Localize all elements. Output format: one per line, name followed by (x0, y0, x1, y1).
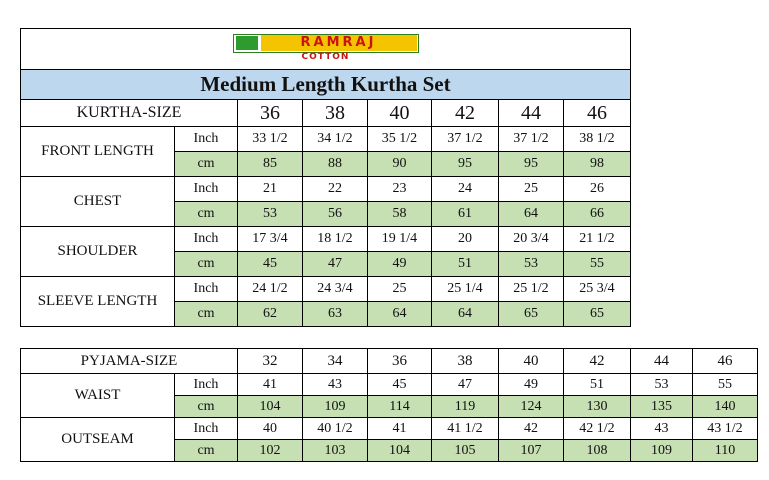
inch-value: 23 (368, 177, 432, 202)
inch-value: 25 (368, 277, 432, 302)
cm-value: 65 (564, 302, 631, 327)
cm-value: 90 (368, 152, 432, 177)
inch-value: 20 3/4 (499, 227, 564, 252)
pyjama-size-46: 46 (693, 349, 758, 374)
pyjama-measure-outseam: OUTSEAM (21, 418, 175, 462)
cm-value: 109 (631, 440, 693, 462)
cm-value: 110 (693, 440, 758, 462)
kurtha-row-sleeve-length-inch (21, 277, 631, 302)
cm-value: 109 (303, 396, 368, 418)
cm-value: 64 (499, 202, 564, 227)
cm-value: 53 (499, 252, 564, 277)
cm-value: 140 (693, 396, 758, 418)
pyjama-measure-waist: WAIST (21, 374, 175, 418)
cm-value: 124 (499, 396, 564, 418)
inch-value: 20 (432, 227, 499, 252)
cm-value: 108 (564, 440, 631, 462)
cm-value: 58 (368, 202, 432, 227)
logo-cell (21, 29, 631, 70)
cm-value: 53 (238, 202, 303, 227)
pyjama-row-waist-inch (21, 374, 758, 396)
inch-value: 45 (368, 374, 432, 396)
cm-value: 88 (303, 152, 368, 177)
table-title: Medium Length Kurtha Set (21, 70, 631, 100)
pyjama-row-outseam-inch (21, 418, 758, 440)
inch-value: 51 (564, 374, 631, 396)
inch-value: 43 (631, 418, 693, 440)
unit-cm: cm (175, 252, 238, 277)
cm-value: 64 (432, 302, 499, 327)
unit-inch: Inch (175, 374, 238, 396)
kurtha-size-label: KURTHA-SIZE (21, 100, 238, 127)
brand-emblem-icon (236, 36, 258, 50)
inch-value: 25 3/4 (564, 277, 631, 302)
pyjama-size-40: 40 (499, 349, 564, 374)
unit-cm: cm (175, 396, 238, 418)
inch-value: 26 (564, 177, 631, 202)
inch-value: 25 (499, 177, 564, 202)
unit-inch: Inch (175, 127, 238, 152)
cm-value: 98 (564, 152, 631, 177)
inch-value: 22 (303, 177, 368, 202)
inch-value: 37 1/2 (499, 127, 564, 152)
cm-value: 95 (499, 152, 564, 177)
inch-value: 53 (631, 374, 693, 396)
inch-value: 25 1/2 (499, 277, 564, 302)
inch-value: 34 1/2 (303, 127, 368, 152)
cm-value: 56 (303, 202, 368, 227)
cm-value: 64 (368, 302, 432, 327)
cm-value: 102 (238, 440, 303, 462)
cm-value: 62 (238, 302, 303, 327)
cm-value: 130 (564, 396, 631, 418)
kurtha-row-shoulder-inch (21, 227, 631, 252)
kurtha-size-table (20, 28, 631, 327)
cm-value: 51 (432, 252, 499, 277)
inch-value: 41 1/2 (432, 418, 499, 440)
kurtha-size-42: 42 (432, 100, 499, 127)
inch-value: 19 1/4 (368, 227, 432, 252)
cm-value: 107 (499, 440, 564, 462)
unit-inch: Inch (175, 277, 238, 302)
cm-value: 55 (564, 252, 631, 277)
unit-cm: cm (175, 202, 238, 227)
inch-value: 17 3/4 (238, 227, 303, 252)
kurtha-size-44: 44 (499, 100, 564, 127)
cm-value: 45 (238, 252, 303, 277)
inch-value: 43 1/2 (693, 418, 758, 440)
unit-cm: cm (175, 302, 238, 327)
inch-value: 42 (499, 418, 564, 440)
cm-value: 105 (432, 440, 499, 462)
inch-value: 24 3/4 (303, 277, 368, 302)
unit-inch: Inch (175, 227, 238, 252)
kurtha-measure-front-length: FRONT LENGTH (21, 127, 175, 177)
kurtha-size-header (21, 100, 631, 127)
inch-value: 49 (499, 374, 564, 396)
pyjama-size-42: 42 (564, 349, 631, 374)
kurtha-size-40: 40 (368, 100, 432, 127)
pyjama-size-header (21, 349, 758, 374)
kurtha-size-38: 38 (303, 100, 368, 127)
cm-value: 65 (499, 302, 564, 327)
pyjama-size-38: 38 (432, 349, 499, 374)
cm-value: 104 (368, 440, 432, 462)
inch-value: 47 (432, 374, 499, 396)
inch-value: 21 1/2 (564, 227, 631, 252)
inch-value: 21 (238, 177, 303, 202)
kurtha-measure-chest: CHEST (21, 177, 175, 227)
kurtha-measure-sleeve-length: SLEEVE LENGTH (21, 277, 175, 327)
kurtha-row-chest-inch (21, 177, 631, 202)
pyjama-size-34: 34 (303, 349, 368, 374)
inch-value: 42 1/2 (564, 418, 631, 440)
inch-value: 24 1/2 (238, 277, 303, 302)
kurtha-size-36: 36 (238, 100, 303, 127)
cm-value: 85 (238, 152, 303, 177)
inch-value: 40 (238, 418, 303, 440)
cm-value: 61 (432, 202, 499, 227)
inch-value: 35 1/2 (368, 127, 432, 152)
inch-value: 38 1/2 (564, 127, 631, 152)
unit-inch: Inch (175, 418, 238, 440)
cm-value: 95 (432, 152, 499, 177)
inch-value: 24 (432, 177, 499, 202)
inch-value: 33 1/2 (238, 127, 303, 152)
cm-value: 49 (368, 252, 432, 277)
inch-value: 43 (303, 374, 368, 396)
cm-value: 63 (303, 302, 368, 327)
unit-inch: Inch (175, 177, 238, 202)
pyjama-size-44: 44 (631, 349, 693, 374)
ramraj-logo (233, 34, 419, 64)
kurtha-size-46: 46 (564, 100, 631, 127)
inch-value: 18 1/2 (303, 227, 368, 252)
kurtha-row-front-length-inch (21, 127, 631, 152)
pyjama-size-32: 32 (238, 349, 303, 374)
pyjama-size-36: 36 (368, 349, 432, 374)
cm-value: 135 (631, 396, 693, 418)
pyjama-size-label: PYJAMA-SIZE (21, 349, 238, 374)
cm-value: 66 (564, 202, 631, 227)
cm-value: 114 (368, 396, 432, 418)
unit-cm: cm (175, 440, 238, 462)
inch-value: 40 1/2 (303, 418, 368, 440)
inch-value: 41 (238, 374, 303, 396)
kurtha-measure-shoulder: SHOULDER (21, 227, 175, 277)
cm-value: 119 (432, 396, 499, 418)
cm-value: 103 (303, 440, 368, 462)
inch-value: 37 1/2 (432, 127, 499, 152)
cm-value: 104 (238, 396, 303, 418)
brand-name: RAMRAJ (261, 35, 417, 51)
pyjama-size-table (20, 348, 758, 462)
cm-value: 47 (303, 252, 368, 277)
brand-sub: COTTON (301, 52, 350, 62)
unit-cm: cm (175, 152, 238, 177)
inch-value: 55 (693, 374, 758, 396)
inch-value: 41 (368, 418, 432, 440)
inch-value: 25 1/4 (432, 277, 499, 302)
